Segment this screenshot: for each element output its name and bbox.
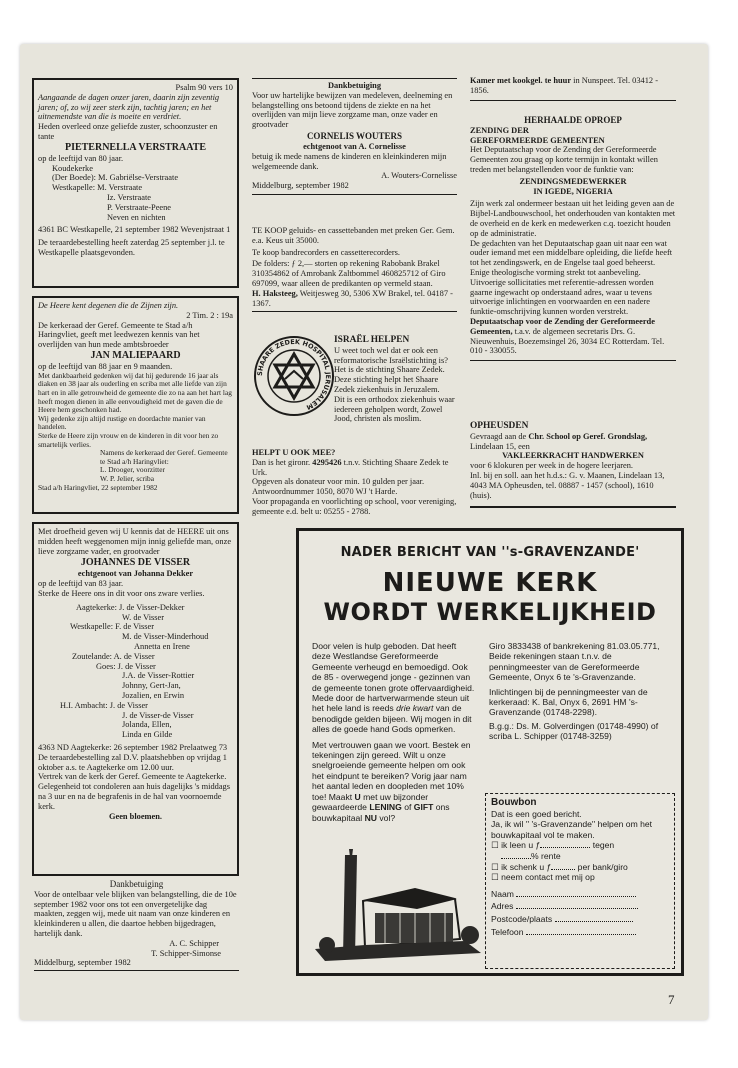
opheusden xyxy=(470,422,676,508)
text: t.a.v. de algemeen secretaris Drs. G. Nieuwenhuis, Boezemsingel 26, 3034 EC Rotterdam. Tel. 010 - 330055. xyxy=(470,326,665,356)
israel-helpen xyxy=(334,336,458,424)
text: of xyxy=(404,802,412,813)
signature: W. P. Jelier, scriba xyxy=(100,473,155,483)
spouse: echtgenoot van A. Cornelisse xyxy=(303,141,406,151)
family-line: Jozalien, en Erwin xyxy=(122,690,185,700)
family-line: Koudekerke xyxy=(52,163,93,173)
zending-oproep xyxy=(470,116,676,361)
label: Postcode/plaats xyxy=(491,913,553,924)
emphasis: drie kwart xyxy=(396,703,434,714)
text: Lindelaan 15, een xyxy=(470,441,530,451)
ask3: t.n.v. Stichting Shaare Zedek te Urk. xyxy=(252,457,449,477)
bold: NU xyxy=(364,812,377,823)
title: OPHEUSDEN xyxy=(470,421,529,431)
option-lend[interactable] xyxy=(491,840,669,851)
bold: Chr. School op Geref. Grondslag, xyxy=(528,431,648,441)
label: ik schenk u ƒ xyxy=(501,861,552,872)
signature: L. Drooger, voorzitter xyxy=(100,465,165,475)
thanks-schipper xyxy=(34,880,239,971)
text: Inl. bij en soll. aan het h.d.s.: G. v. Maanen, Lindelaan 13, 4043 MA Opheusden, tel. 08887 - 1457 (school), 1610 (huis). xyxy=(470,470,665,500)
room-rent xyxy=(470,76,676,101)
israel-helpen-footer xyxy=(252,448,457,517)
field-postcode[interactable] xyxy=(491,914,669,925)
notice-verstraate xyxy=(32,78,239,288)
family-line: (Der Boede): M. Gabriëlse-Verstraate xyxy=(52,173,179,183)
text: Opgeven als donateur voor min. 10 gulden per jaar. Antwoordnummer 1050, 8070 WJ 't Harde. xyxy=(252,477,425,497)
deceased-name: JOHANNES DE VISSER xyxy=(80,557,191,569)
family-line: H.I. Ambacht: J. de Visser xyxy=(60,700,148,710)
text: ons bouwkapitaal xyxy=(312,802,450,823)
church-icon xyxy=(305,849,483,967)
intro: Heden overleed onze geliefde zuster, schoonzuster en tante xyxy=(38,122,218,141)
signature: Namens de kerkeraad der Geref. Gemeente te Stad a/h Haringvliet: xyxy=(100,448,228,466)
label: neem contact met mij op xyxy=(501,872,595,883)
ad-headline: WORDT WERKELIJKHEID xyxy=(323,598,657,626)
verse-ref: 2 Tim. 2 : 19a xyxy=(186,310,233,320)
family-line: Jolanda, Ellen, xyxy=(122,720,172,730)
function: IN IGEDE, NIGERIA xyxy=(533,186,613,196)
ask: HELPT U OOK MEE? xyxy=(252,448,336,457)
deceased-name: JAN MALIEPAARD xyxy=(90,349,181,361)
label: Naam xyxy=(491,888,514,899)
ad-nieuwe-kerk xyxy=(296,528,684,976)
church-drawing xyxy=(305,849,483,967)
label: tegen xyxy=(592,840,615,851)
text: Door velen is hulp geboden. Dat heeft deze Westlandse Gereformeerde Gemeente verheugd en bemoedigd. Ook de 85 - overwegend jonge - gezinnen van de gemeente tonen grote offervaardigheid. Mede door de hartverwarmende steun uit het hele land is reeds xyxy=(312,641,475,714)
family-line: Goes: J. de Visser xyxy=(96,661,156,671)
verse: De Heere kent degenen die de Zijnen zijn. xyxy=(38,301,179,310)
text: Voor uw hartelijke bewijzen van medeleven, deelneming en belangstelling ons betoond tijdens de ziekte en na het overlijden van mijn lieve zorgzame man, onze vader en grootvader xyxy=(252,90,453,130)
label: ik leen u ƒ xyxy=(501,840,541,851)
checkbox-icon[interactable]: ☐ xyxy=(491,840,499,851)
notice-de-visser xyxy=(32,522,239,876)
bouwbon-coupon xyxy=(485,793,675,969)
notice-maliepaard xyxy=(32,296,239,514)
family-line: P. Verstraate-Peene xyxy=(107,202,172,212)
text: met uw bijzonder gewaardeerde xyxy=(312,791,429,813)
family-line: Annetta en Irene xyxy=(134,641,190,651)
title: ISRAËL HELPEN xyxy=(334,335,410,345)
title: HERHAALDE OPROEP xyxy=(524,115,622,125)
age: op de leeftijd van 88 jaar en 9 maanden. xyxy=(38,361,173,371)
bold: GIFT xyxy=(413,802,434,813)
family-line: Westkapelle: M. Verstraate xyxy=(52,183,143,193)
bold: LENING xyxy=(369,802,402,813)
text: TE KOOP geluids- en cassettebanden met preken Ger. Gem. e.a. Keus uit 35000. xyxy=(252,226,455,245)
field-name[interactable] xyxy=(491,889,669,900)
option-interest xyxy=(491,851,669,862)
for-sale-tapes xyxy=(252,222,457,312)
text: Dit is een orthodox ziekenhuis waar iedereen geholpen wordt, Zowel Jood, christen als moslim. xyxy=(334,394,455,424)
ad-headline: NIEUWE KERK xyxy=(382,568,598,598)
ask2: Dan is het gironr. xyxy=(252,457,311,467)
text: Inlichtingen bij de penningmeester van de kerkeraad: K. Bal, Onyx 6, 2691 HM 's-Gravenzande (01748-2298). xyxy=(489,686,648,718)
coupon-title: Bouwbon xyxy=(491,797,537,808)
name: A. C. Schipper xyxy=(169,938,219,948)
text: De folders: ƒ 2,— storten op rekening Rabobank Brakel 310354862 of Amrobank Zaltbommel 460825712 of Giro 697099, waar alleen de predikanten op vermeld staan. xyxy=(252,259,446,288)
checkbox-icon[interactable]: ☐ xyxy=(491,872,499,883)
label: Telefoon xyxy=(491,926,524,937)
text: Giro 3833438 of bankrekening 81.03.05.771, xyxy=(489,641,660,651)
text xyxy=(470,432,676,452)
comfort: Sterke de Heere ons in dit voor ons zware verlies. xyxy=(38,588,205,598)
address: 4361 BC Westkapelle, 21 september 1982 Wevenjstraat 1 xyxy=(38,225,231,235)
family-line: Iz. Verstraate xyxy=(107,192,152,202)
address: 4363 ND Aagtekerke: 26 september 1982 Prelaatweg 73 xyxy=(38,742,228,752)
text xyxy=(312,740,477,823)
text: Te koop bandrecorders en cassetterecorders. xyxy=(252,247,400,257)
text: Zijn werk zal ondermeer bestaan uit het leiding geven aan de Bijbel-Landbouwschool, het onderhouden van kontakten met de overheid en de kerk en medewerken c.q. toezicht houden op de administratie. xyxy=(470,199,676,238)
option-gift[interactable] xyxy=(491,862,669,873)
field-phone[interactable] xyxy=(491,927,669,938)
text: Gevraagd aan de xyxy=(470,431,527,441)
text xyxy=(252,458,457,478)
name: H. Haksteeg, xyxy=(252,288,298,298)
family-line: Neven en nichten xyxy=(107,212,166,222)
bold: Deputaatschap voor de Zending der Gereformeerde Gemeenten, xyxy=(470,316,655,336)
condolence-info: Gelegenheid tot condoleren aan huis dagelijks 's middags na 3 uur en na de begrafenis in de hal van voornoemde kerk. xyxy=(38,782,230,811)
funeral-info: De teraardebestelling heeft zaterdag 25 september j.l. te Westkapelle plaatsgevonden. xyxy=(38,238,225,257)
label: % rente xyxy=(531,850,561,861)
text: De gedachten van het Deputaatschap gaan uit naar een wat ouder iemand met een middelbare opleiding, die liefde heeft tot het zendingswerk, en de Engelse taal goed beheerst. Enige theologische vorming strekt tot aanbeveling. xyxy=(470,238,673,277)
ad-kicker: NADER BERICHT VAN ''s-GRAVENZANDE' xyxy=(340,545,640,560)
no-flowers: Geen bloemen. xyxy=(108,811,163,821)
psalm-quote: Aangaande de dagen onzer jaren, daarin zijn zeventig jaren; of, zo wij zeer sterk zijn, tachtig jaren; en het uitnemendste van die is moeite en verdriet. xyxy=(38,92,220,122)
text: Ja, ik wil '' 's-Gravenzande'' helpen om het bouwkapitaal vol te maken. xyxy=(491,819,653,840)
intro: De kerkeraad der Geref. Gemeente te Stad a/h Haringvliet, geeft met leedwezen kennis van het overlijden van hun mede ambtsbroeder xyxy=(38,320,200,350)
option-contact[interactable] xyxy=(491,872,669,883)
text: B.g.g.: Ds. M. Golverdingen (01748-4990) of scriba L. Schipper (01748-3259) xyxy=(489,720,659,742)
text: Beide rekeningen staan t.n.v. de penningmeester van de Gereformeerde Gemeente, Onyx 6 te 's-Gravenzande. xyxy=(489,651,640,683)
family-line: M. de Visser-Minderhoud xyxy=(122,632,209,642)
deceased-name: PIETERNELLA VERSTRAATE xyxy=(64,141,207,153)
family-line: Aagtekerke: J. de Visser-Dekker xyxy=(76,602,185,612)
title: Dankbetuiging xyxy=(109,879,164,889)
psalm-ref: Psalm 90 vers 10 xyxy=(175,83,233,92)
age: op de leeftijd van 80 jaar. xyxy=(38,153,124,163)
shaare-zedek-logo xyxy=(253,335,335,417)
text xyxy=(252,289,457,309)
church-info: Vertrek van de kerk der Geref. Gemeente te Aagtekerke. xyxy=(38,772,227,782)
text: U weet toch wel dat er ook een reformatorische Israëlstichting is? Het is de stichting Shaare Zedek. Deze stichting helpt het Shaare Zedek ziekenhuis in Jeruzalem. xyxy=(334,345,448,394)
family-line: W. de Visser xyxy=(122,612,165,622)
name: T. Schipper-Simonse xyxy=(151,948,221,958)
function: ZENDINGSMEDEWERKER xyxy=(519,176,627,186)
text: Met dankbaarheid gedenken wij dat hij gedurende 16 jaar als diaken en 38 jaar als ouderling en scriba met alle liefde van zijn hart en in alle getrouwheid de gemeente die zo na aan het hart lag heeft mogen dienen in alle eenvoudigheid met de gaven die de Heere hem geschonken had. xyxy=(38,370,232,415)
family-line: Westkapelle: F. de Visser xyxy=(70,622,155,632)
bold: U xyxy=(354,791,361,802)
label: per bank/giro xyxy=(577,861,628,872)
address: Weitjesweg 30, 5306 XW Brakel, tel. 04187 - 1367. xyxy=(252,288,453,308)
signature: A. Wouters-Cornelisse xyxy=(381,171,457,181)
text: Met vertrouwen gaan we voort. Bestek en tekeningen zijn gereed. Wilt u onze snelgroeiende gemeente helpen om ook het eindpunt te bereiken? Vorig jaar nam het aantal leden en doopleden met 10% toe! Maakt xyxy=(312,739,471,802)
logo-text: SHAARE ZEDEK HOSPITAL JERUSALEM xyxy=(255,337,333,412)
text xyxy=(470,76,676,96)
family-line: J.A. de Visser-Rottier xyxy=(122,671,195,681)
bold: Kamer met kookgel. te huur xyxy=(470,76,572,85)
ad-left-text xyxy=(312,641,477,823)
ad-right-text xyxy=(489,641,675,742)
family-line: Johnny, Gert-Jan, xyxy=(122,681,181,691)
title: Dankbetuiging xyxy=(327,81,382,90)
place: Middelburg, september 1982 xyxy=(252,181,349,191)
deceased-name: CORNELIS WOUTERS xyxy=(306,130,403,141)
text: Uitvoerige sollicitaties met referentie-adressen worden gaarne ingewacht op onderstaand adres, waar u tevens uitvoerige inlichtingen en voorwaarden en een nadere funktie-omschrijving kunnen worden verstrekt. xyxy=(470,277,654,317)
family-line: Zoutelande: A. de Visser xyxy=(72,651,155,661)
family-line: Linda en Gilde xyxy=(122,730,173,740)
text xyxy=(470,317,676,356)
funeral-info: De teraardebestelling zal D.V. plaatshebben op vrijdag 1 oktober a.s. te Aagtekerke om 12.00 uur. xyxy=(38,752,227,772)
text: Voor propaganda en voorlichting op school, voor vereniging, gemeente e.d. belt u: 05255 - 2788. xyxy=(252,496,457,516)
field-address[interactable] xyxy=(491,901,669,912)
subtitle: GEREFORMEERDE GEMEENTEN xyxy=(470,135,605,145)
family-line: J. de Visser-de Visser xyxy=(122,710,194,720)
text: betuig ik mede namens de kinderen en kleinkinderen mijn welgemeende dank. xyxy=(252,151,447,171)
label: Adres xyxy=(491,901,514,912)
text: Het Deputaatschap voor de Zending der Gereformeerde Gemeenten zou graag op korte termijn in kontakt willen treden met belangstellenden voor de funktie van: xyxy=(470,145,658,174)
text: vol? xyxy=(379,812,396,823)
text: Wij gedenke zijn altijd rustige en doordachte manier van handelen. xyxy=(38,413,206,432)
star-of-david-icon xyxy=(253,335,335,417)
intro: Met droefheid geven wij U kennis dat de HEERE uit ons midden heeft weggenomen mijn innig geliefde man, onze lieve zorgzame vader, en grootvader xyxy=(38,527,232,556)
thanks-wouters xyxy=(252,78,457,195)
function: VAKLEERKRACHT HANDWERKEN xyxy=(502,451,644,461)
text xyxy=(312,641,477,735)
text: van de benodigde gelden bijeen. Wij mogen in dit alles de goede hand Gods opmerken. xyxy=(312,703,472,735)
giro: 4295426 xyxy=(312,457,342,467)
text: in Nunspeet. Tel. 03412 - 1856. xyxy=(470,76,658,95)
spouse: echtgenoot van Johanna Dekker xyxy=(77,569,194,579)
age: op de leeftijd van 83 jaar. xyxy=(38,579,124,589)
text: Dat is een goed bericht. xyxy=(491,808,582,819)
text: Voor de ontelbaar vele blijken van belangstelling, die de 10e september 1982 voor ons tot een onvergetelijke dag maakten, zeggen wij, mede uit naam van onze kinderen en kleinkinderen u allen, die daartoe hebben bijgedragen, hartelijk dank. xyxy=(34,889,237,938)
page-number: 7 xyxy=(668,992,675,1007)
text: voor 6 klokuren per week in de hogere leerjaren. xyxy=(470,461,634,471)
date: Stad a/h Haringvliet, 22 september 1982 xyxy=(38,482,158,492)
subtitle: ZENDING DER xyxy=(470,125,529,135)
text: Sterke de Heere zijn vrouw en de kinderen in dit voor hen zo smartelijk verlies. xyxy=(38,430,219,449)
checkbox-icon[interactable]: ☐ xyxy=(491,861,499,872)
place: Middelburg, september 1982 xyxy=(34,958,131,968)
